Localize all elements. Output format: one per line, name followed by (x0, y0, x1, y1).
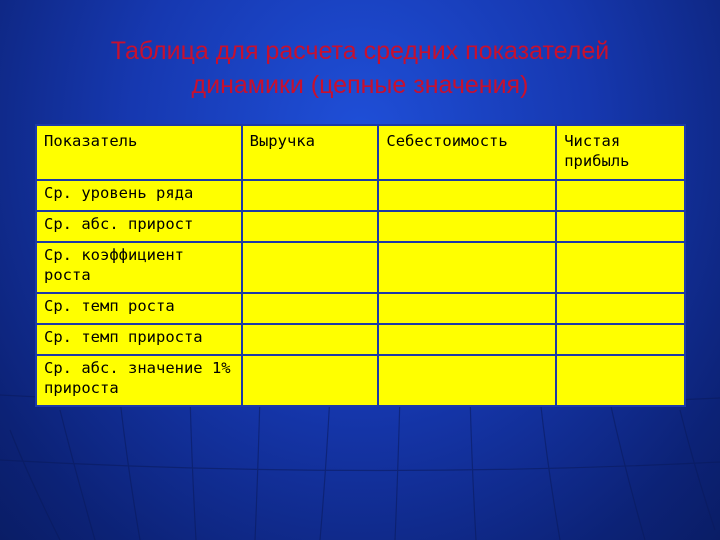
table-cell (242, 293, 379, 324)
table-cell (242, 180, 379, 211)
table-cell (378, 180, 556, 211)
table-cell (378, 293, 556, 324)
table-header-row (36, 125, 685, 180)
header-cell-net-profit: Чистая прибыль (556, 125, 685, 180)
row-label: Ср. темп прироста (36, 324, 242, 355)
table-cell (378, 355, 556, 406)
table-cell (556, 211, 685, 242)
row-label: Ср. абс. прирост (36, 211, 242, 242)
table-cell (556, 324, 685, 355)
table-cell (378, 211, 556, 242)
title-line-2: динамики (цепные значения) (191, 71, 529, 99)
table-cell (242, 242, 379, 293)
header-cell-cost: Себестоимость (378, 125, 556, 180)
table-cell (556, 242, 685, 293)
table-cell (378, 242, 556, 293)
row-label: Ср. коэффициент роста (36, 242, 242, 293)
table-row (36, 355, 685, 406)
table-cell (378, 324, 556, 355)
slide-title (40, 34, 680, 102)
table-row (36, 242, 685, 293)
table-cell (556, 355, 685, 406)
table-row (36, 211, 685, 242)
table-cell (242, 355, 379, 406)
header-cell-indicator: Показатель (36, 125, 242, 180)
indicators-table (35, 124, 686, 407)
table-row (36, 293, 685, 324)
row-label: Ср. абс. значение 1% прироста (36, 355, 242, 406)
title-line-1: Таблица для расчета средних показателей (110, 37, 610, 65)
table-row (36, 180, 685, 211)
table-cell (556, 293, 685, 324)
table-row (36, 324, 685, 355)
row-label: Ср. темп роста (36, 293, 242, 324)
table-cell (556, 180, 685, 211)
table-cell (242, 211, 379, 242)
header-cell-revenue: Выручка (242, 125, 379, 180)
table-cell (242, 324, 379, 355)
row-label: Ср. уровень ряда (36, 180, 242, 211)
